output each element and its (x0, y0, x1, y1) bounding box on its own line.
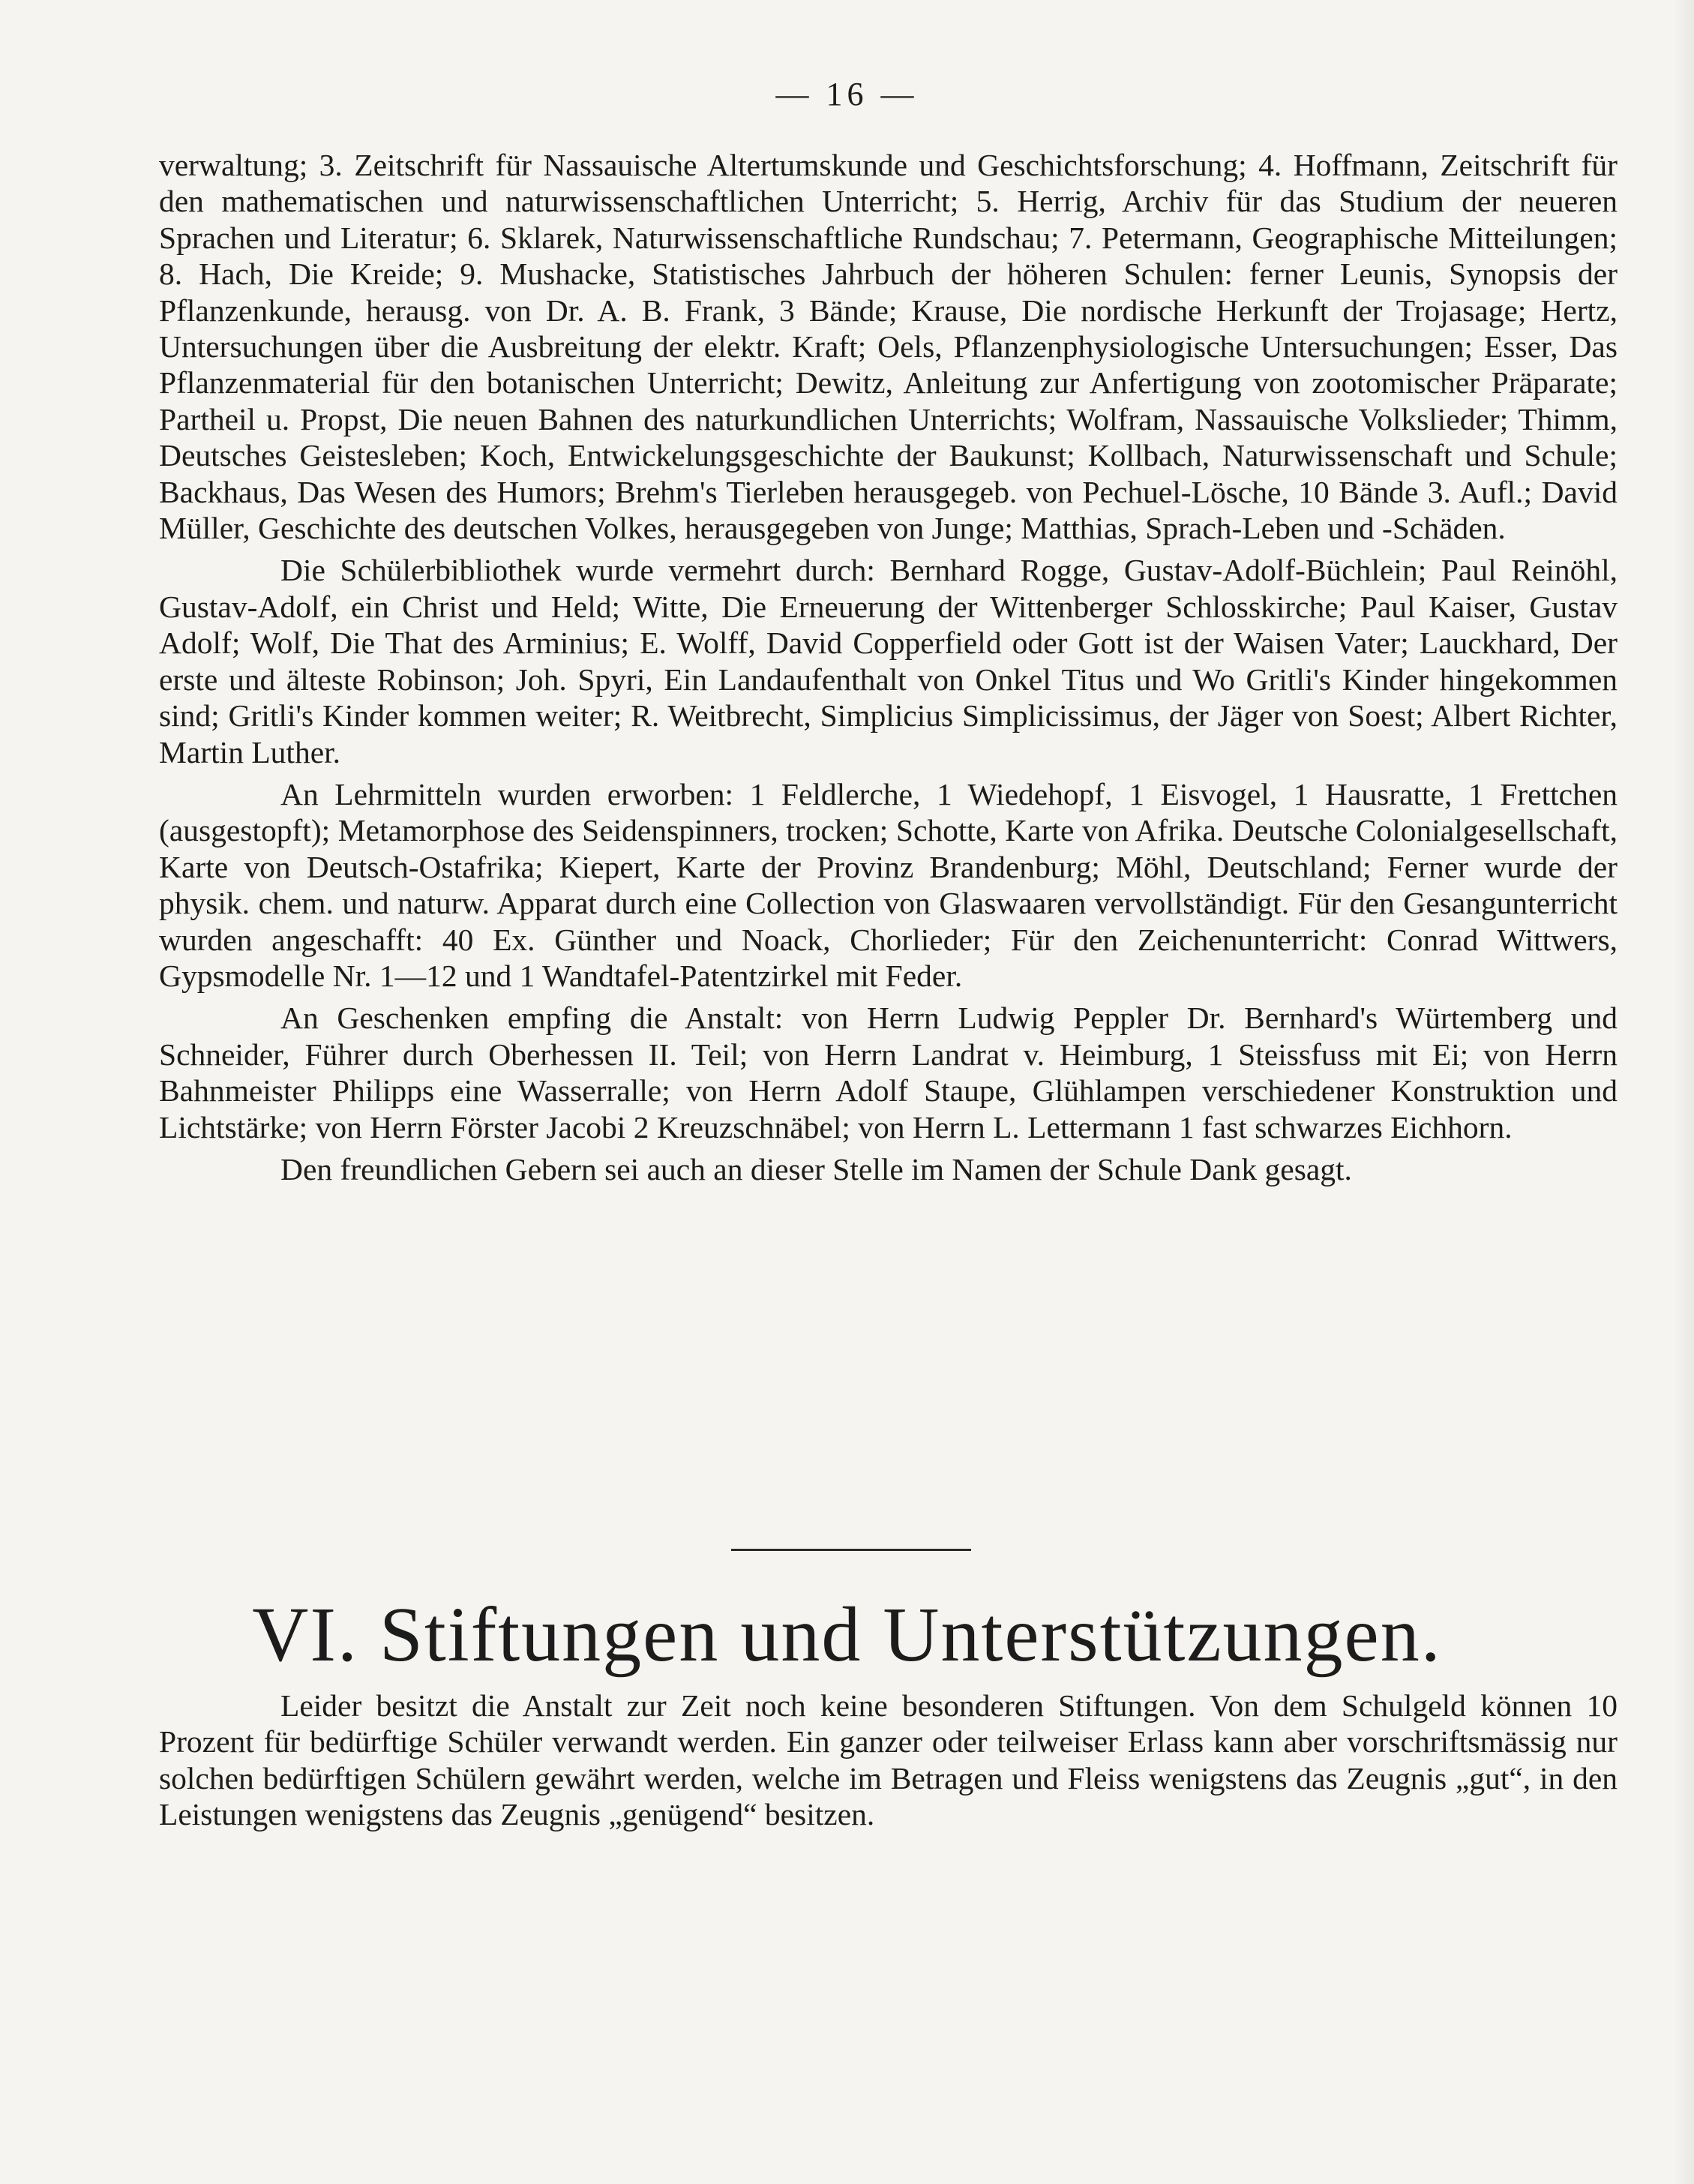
body-text (159, 147, 1618, 1193)
page-number: — 16 — (775, 76, 919, 112)
section-divider (731, 1549, 971, 1551)
paragraph-thanks: Den freundlichen Gebern sei auch an dieser Stelle im Namen der Schule Dank gesagt. (280, 1151, 1352, 1186)
section-heading: VI. Stiftungen und Unterstützungen. (252, 1592, 1442, 1678)
section-body (159, 1688, 1618, 1833)
paragraph-foundations: Leider besitzt die Anstalt zur Zeit noch keine besonderen Stiftungen. Von dem Schulgeld können 10 Prozent für bedürftige Schüler verwandt werden. Ein ganzer oder teilweiser Erlass kann aber vorschriftsmässig nur solchen bedürftigen Schülern gewährt werden, welche im Betragen und Fleiss wenigstens das Zeugnis „gut“, in den Leistungen wenigstens das Zeugnis „genügend“ besitzen. (159, 1688, 1618, 1832)
paragraph-donations: An Geschenken empfing die Anstalt: von Herrn Ludwig Peppler Dr. Bernhard's Würtemberg und Schneider, Führer durch Oberhessen II. Teil; von Herrn Landrat v. Heimburg, 1 Steissfuss mit Ei; von Herrn Bahnmeister Philipps eine Wasserralle; von Herrn Adolf Staupe, Glühlampen verschiedener Konstruktion und Lichtstärke; von Herrn Förster Jacobi 2 Kreuzschnäbel; von Herrn L. Lettermann 1 fast schwarzes Eichhorn. (159, 1000, 1618, 1144)
paragraph-student-library: Die Schülerbibliothek wurde vermehrt durch: Bernhard Rogge, Gustav-Adolf-Büchlein; Paul Reinöhl, Gustav-Adolf, ein Christ und Held; Witte, Die Erneuerung der Wittenberger Schlosskirche; Paul Kaiser, Gustav Adolf; Wolf, Die That des Arminius; E. Wolff, David Copperfield oder Gott ist der Waisen Vater; Lauckhard, Der erste und älteste Robinson; Joh. Spyri, Ein Landaufenthalt von Onkel Titus und Wo Gritli's Kinder hingekommen sind; Gritli's Kinder kommen weiter; R. Weitbrecht, Simplicius Simplicissimus, der Jäger von Soest; Albert Richter, Martin Luther. (159, 553, 1618, 770)
paragraph-teaching-materials: An Lehrmitteln wurden erworben: 1 Feldlerche, 1 Wiedehopf, 1 Eisvogel, 1 Hausratte, 1 Frettchen (ausgestopft); Metamorphose des Seidenspinners, trocken; Schotte, Karte von Afrika. Deutsche Colonialgesellschaft, Karte von Deutsch-Ostafrika; Kiepert, Karte der Provinz Brandenburg; Möhl, Deutschland; Ferner wurde der physik. chem. und naturw. Apparat durch eine Collection von Glaswaaren vervollständigt. Für den Gesangunterricht wurden angeschafft: 40 Ex. Günther und Noack, Chorlieder; Für den Zeichenunterricht: Conrad Wittwers, Gypsmodelle Nr. 1—12 und 1 Wandtafel-Patentzirkel mit Feder. (159, 776, 1618, 993)
paragraph-periodicals: verwaltung; 3. Zeitschrift für Nassauische Altertumskunde und Geschichtsforschung; 4. Hoffmann, Zeitschrift für den mathematischen und naturwissenschaftlichen Unterricht; 5. Herrig, Archiv für das Studium der neueren Sprachen und Literatur; 6. Sklarek, Naturwissenschaftliche Rundschau; 7. Petermann, Geographische Mitteilungen; 8. Hach, Die Kreide; 9. Mushacke, Statistisches Jahrbuch der höheren Schulen: ferner Leunis, Synopsis der Pflanzenkunde, herausg. von Dr. A. B. Frank, 3 Bände; Krause, Die nordische Herkunft der Trojasage; Hertz, Untersuchungen über die Ausbreitung der elektr. Kraft; Oels, Pflanzenphysiologische Untersuchungen; Esser, Das Pflanzenmaterial für den botanischen Unterricht; Dewitz, Anleitung zur Anfertigung von zootomischer Präparate; Partheil u. Propst, Die neuen Bahnen des naturkundlichen Unterrichts; Wolfram, Nassauische Volkslieder; Thimm, Deutsches Geistesleben; Koch, Entwickelungsgeschichte der Baukunst; Kollbach, Naturwissenschaft und Schule; Backhaus, Das Wesen des Humors; Brehm's Tierleben herausgegeb. von Pechuel-Lösche, 10 Bände 3. Aufl.; David Müller, Geschichte des deutschen Volkes, herausgegeben von Junge; Matthias, Sprach-Leben und -Schäden. (159, 148, 1618, 546)
page-edge-shadow (1673, 0, 1694, 2184)
